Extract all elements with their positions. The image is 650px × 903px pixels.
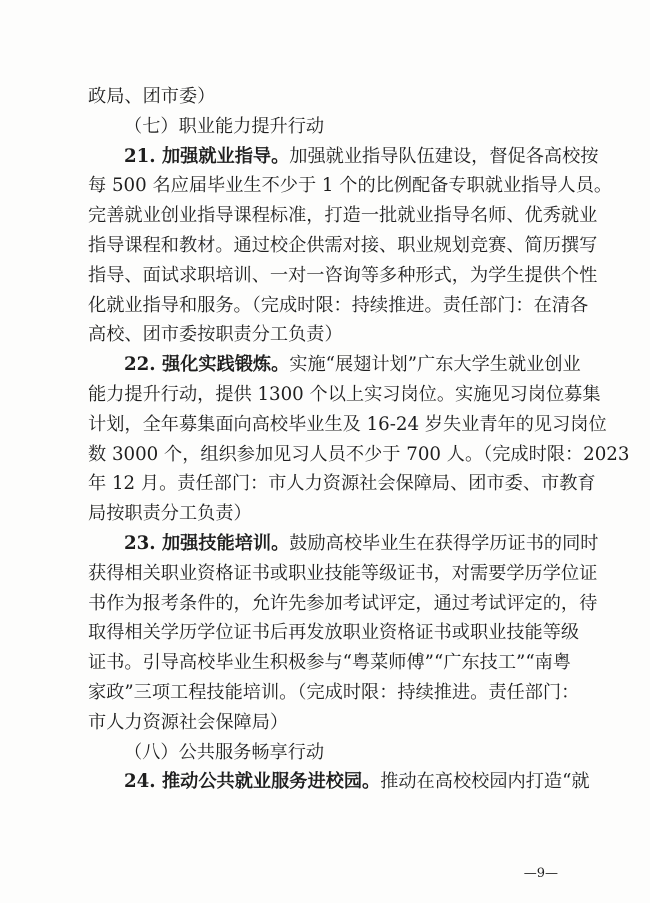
body-line: 完善就业创业指导课程标准，打造一批就业指导名师、优秀就业: [88, 205, 598, 227]
body-line: 计划，全年募集面向高校毕业生及 16-24 岁失业青年的见习岗位: [88, 413, 607, 435]
item-text: 推动在高校校园内打造“就: [380, 771, 590, 793]
item-lead-line: [88, 350, 581, 380]
body-line: 能力提升行动，提供 1300 个以上实习岗位。实施见习岗位募集: [88, 383, 601, 405]
item-title: 22. 强化实践锻炼。: [124, 354, 290, 376]
item-lead-line: [88, 142, 599, 172]
body-line: 书作为报考条件的，允许先参加考试评定，通过考试评定的，待: [88, 592, 598, 614]
body-line: 化就业指导和服务。（完成时限：持续推进。责任部门：在清各: [88, 294, 589, 316]
body-line: 证书。引导高校毕业生积极参与“粤菜师傅”“广东技工”“南粤: [88, 652, 571, 674]
body-line: 取得相关学历学位证书后再发放职业资格证书或职业技能等级: [88, 622, 580, 644]
body-line: 指导课程和教材。通过校企供需对接、职业规划竞赛、简历撰写: [88, 234, 598, 256]
body-line: 获得相关职业资格证书或职业技能等级证书，对需要学历学位证: [88, 562, 598, 584]
body-line: 家政”三项工程技能培训。（完成时限：持续推进。责任部门：: [88, 681, 580, 703]
body-line-end: 市人力资源社会保障局）: [88, 711, 289, 733]
section-heading: （八）公共服务畅享行动: [124, 741, 325, 763]
item-title: 23. 加强技能培训。: [124, 532, 290, 554]
item-title: 24. 推动公共就业服务进校园。: [124, 771, 381, 793]
section-heading: （七）职业能力提升行动: [124, 115, 325, 137]
body-line-end: 高校、团市委按职责分工负责）: [88, 324, 343, 346]
body-line-end: 政局、团市委）: [88, 86, 216, 107]
item-text: 实施“展翅计划”广东大学生就业创业: [289, 354, 581, 376]
body-line: 数 3000 个，组织参加见习人员不少于 700 人。（完成时限：2023: [88, 443, 630, 465]
body-line-end: 局按职责分工负责）: [88, 503, 252, 525]
item-lead-line: [88, 767, 590, 797]
body-line: 年 12 月。责任部门：市人力资源社会保障局、团市委、市教育: [88, 473, 596, 495]
item-text: 加强就业指导队伍建设，督促各高校按: [289, 145, 599, 167]
item-title: 21. 加强就业指导。: [124, 145, 290, 167]
body-line: 指导、面试求职培训、一对一咨询等多种形式，为学生提供个性: [88, 264, 598, 286]
item-lead-line: [88, 529, 599, 559]
body-line: 每 500 名应届毕业生不少于 1 个的比例配备专职就业指导人员。: [88, 175, 613, 197]
page-number: —9—: [523, 866, 558, 881]
item-text: 鼓励高校毕业生在获得学历证书的同时: [289, 532, 599, 554]
document-body: [88, 82, 630, 797]
